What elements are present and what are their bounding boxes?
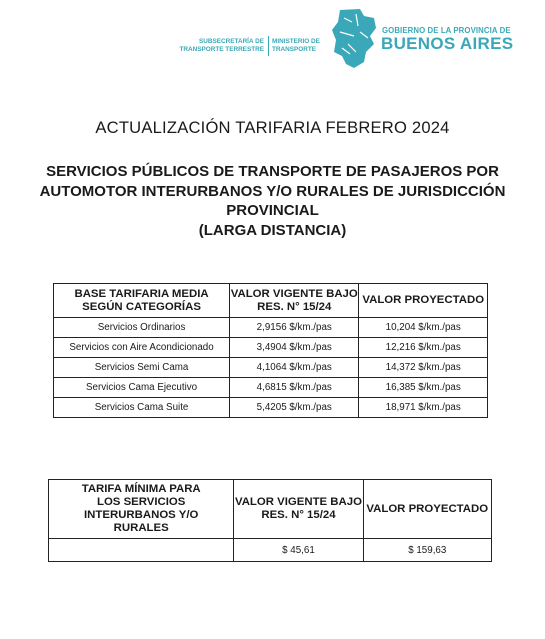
header-logos [0, 8, 545, 70]
cell-proyectado: 10,204 $/km./pas [359, 318, 488, 338]
column-header-categoria: BASE TARIFARIA MEDIA SEGÚN CATEGORÍAS [54, 284, 230, 318]
minimum-fare-table [48, 479, 492, 562]
cell-vigente: 4,1064 $/km./pas [230, 358, 359, 378]
cell-vigente: 5,4205 $/km./pas [230, 398, 359, 418]
table-row [49, 539, 492, 562]
cell-proyectado: 12,216 $/km./pas [359, 338, 488, 358]
column-header-vigente: VALOR VIGENTE BAJO RES. N° 15/24 [230, 284, 359, 318]
table-row [54, 318, 488, 338]
column-header-proyectado: VALOR PROYECTADO [363, 480, 491, 539]
cell-vigente: 3,4904 $/km./pas [230, 338, 359, 358]
province-map-icon [330, 8, 378, 70]
cell-categoria: Servicios con Aire Acondicionado [54, 338, 230, 358]
gobierno-logo-text: GOBIERNO DE LA PROVINCIA DE [382, 26, 511, 35]
cell-categoria: Servicios Semi Cama [54, 358, 230, 378]
logo-separator [268, 36, 269, 56]
table-header-row [49, 480, 492, 539]
heading-line-4: (LARGA DISTANCIA) [198, 221, 347, 239]
column-header-vigente: VALOR VIGENTE BAJO RES. N° 15/24 [234, 480, 363, 539]
heading-line-1: SERVICIOS PÚBLICOS DE TRANSPORTE DE PASAJEROS POR [46, 163, 499, 180]
ministerio-logo-text: MINISTERIO DE TRANSPORTE [272, 38, 320, 53]
heading-line-3: PROVINCIAL [226, 202, 319, 219]
document-title: ACTUALIZACIÓN TARIFARIA FEBRERO 2024 [95, 118, 450, 137]
cell-empty [49, 539, 234, 562]
column-header-tarifa-minima [49, 480, 234, 539]
subsecretaria-logo-text: SUBSECRETARÍA DE TRANSPORTE TERRESTRE [179, 38, 264, 53]
cell-categoria: Servicios Ordinarios [54, 318, 230, 338]
heading-line-2: AUTOMOTOR INTERURBANOS Y/O RURALES DE JURISDICCIÓN [39, 182, 506, 200]
table-header-row [54, 284, 488, 318]
cell-proyectado: 14,372 $/km./pas [359, 358, 488, 378]
buenos-aires-logo-text: BUENOS AIRES [381, 34, 514, 53]
cell-proyectado: $ 159,63 [363, 539, 491, 562]
column-header-proyectado: VALOR PROYECTADO [359, 284, 488, 318]
cell-vigente: 4,6815 $/km./pas [230, 378, 359, 398]
cell-vigente: $ 45,61 [234, 539, 363, 562]
section-heading [12, 162, 533, 240]
table-row [54, 338, 488, 358]
cell-proyectado: 16,385 $/km./pas [359, 378, 488, 398]
table-row [54, 378, 488, 398]
cell-proyectado: 18,971 $/km./pas [359, 398, 488, 418]
header-text: TARIFA MÍNIMA PARA LOS SERVICIOS INTERURBANOS Y/O RURALES [81, 483, 201, 534]
tariff-table [53, 283, 488, 418]
table-row [54, 398, 488, 418]
cell-vigente: 2,9156 $/km./pas [230, 318, 359, 338]
cell-categoria: Servicios Cama Suite [54, 398, 230, 418]
cell-categoria: Servicios Cama Ejecutivo [54, 378, 230, 398]
table-row [54, 358, 488, 378]
